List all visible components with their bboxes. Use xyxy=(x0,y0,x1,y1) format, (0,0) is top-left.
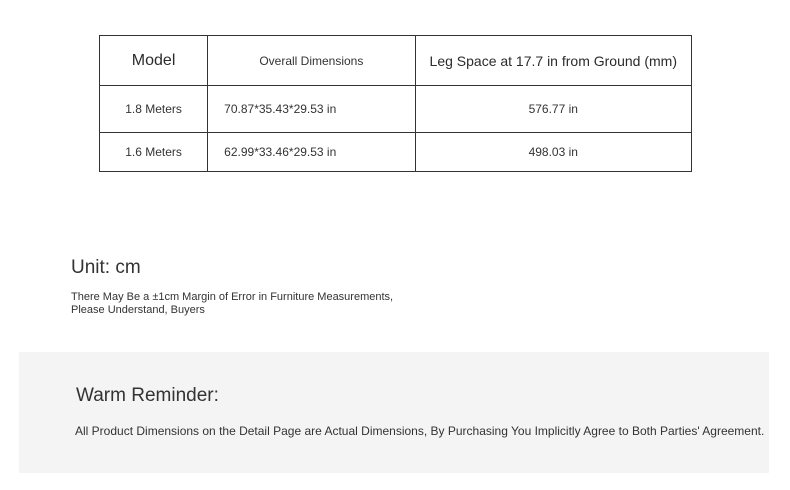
cell-model: 1.6 Meters xyxy=(100,132,208,171)
cell-model: 1.8 Meters xyxy=(100,86,208,132)
warm-reminder-text: All Product Dimensions on the Detail Page are Actual Dimensions, By Purchasing You Implicitly Agree to Both Parties' Agreement. xyxy=(75,424,765,438)
table-row xyxy=(100,132,692,171)
warm-reminder-title: Warm Reminder: xyxy=(76,385,219,406)
measurement-note xyxy=(71,291,451,317)
cell-overall-dimensions: 62.99*33.46*29.53 in xyxy=(208,132,415,171)
cell-overall-dimensions: 70.87*35.43*29.53 in xyxy=(208,86,415,132)
measurement-note-line-2: Please Understand, Buyers xyxy=(71,304,205,316)
cell-leg-space: 498.03 in xyxy=(415,132,691,171)
table-row xyxy=(100,86,692,132)
cell-leg-space: 576.77 in xyxy=(415,86,691,132)
table-header-row xyxy=(100,36,692,86)
unit-title: Unit: cm xyxy=(71,257,141,278)
header-model: Model xyxy=(100,36,208,86)
dimensions-table xyxy=(99,35,692,172)
header-leg-space: Leg Space at 17.7 in from Ground (mm) xyxy=(415,36,691,86)
header-overall-dimensions: Overall Dimensions xyxy=(208,36,415,86)
warm-reminder-panel xyxy=(19,352,769,473)
measurement-note-line-1: There May Be a ±1cm Margin of Error in Furniture Measurements, xyxy=(71,291,394,303)
